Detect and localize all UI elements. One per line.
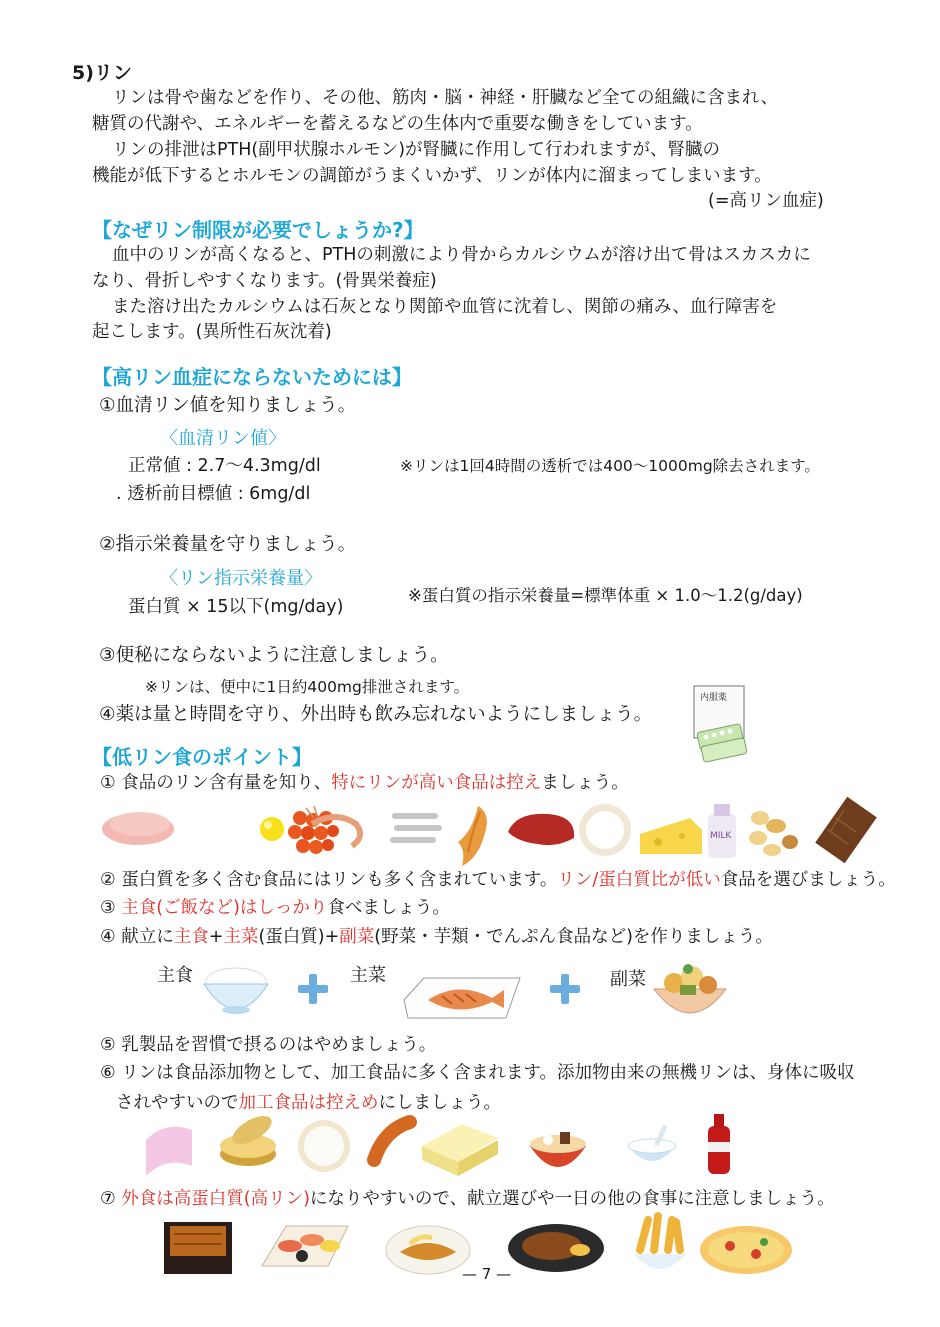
intro-line-3: リンの排泄はPTH(副甲状腺ホルモン)が腎臓に作用して行われますが、腎臓の bbox=[112, 140, 721, 160]
point-5: ⑤ 乳製品を習慣で摂るのはやめましょう。 bbox=[100, 1035, 437, 1055]
intro-line-2: 糖質の代謝や、エネルギーを蓄えるなどの生体内で重要な働きをしています。 bbox=[92, 114, 703, 134]
point-7-text-end: になりやすいので、献立選びや一日の他の食事に注意しましょう。 bbox=[309, 1189, 835, 1209]
serum-title: 〈血清リン値〉 bbox=[160, 428, 286, 449]
why-heading: 【なぜリン制限が必要でしょうか?】 bbox=[92, 218, 424, 242]
serum-normal: 正常値 : 2.7〜4.3mg/dl bbox=[128, 456, 321, 476]
point-6-line-1: ⑥ リンは食品添加物として、加工食品に多く含まれます。添加物由来の無機リンは、身体に吸収 bbox=[100, 1063, 855, 1083]
yogurt-icon bbox=[628, 1124, 676, 1161]
point-7-num: ⑦ bbox=[100, 1189, 122, 1209]
sliced-ham-icon bbox=[146, 1127, 192, 1176]
processed-cheese-icon bbox=[422, 1124, 498, 1176]
why-line-4: 起こします。(異所性石灰沈着) bbox=[92, 322, 332, 342]
canned-tuna-icon bbox=[220, 1110, 276, 1166]
prevent-item-4: ④薬は量と時間を守り、外出時も飲み忘れないようにしましょう。 bbox=[99, 704, 653, 725]
ham-icon bbox=[102, 812, 174, 845]
point-2-text-end: 食品を選びましょう。 bbox=[720, 870, 896, 890]
point-1-text-end: ましょう。 bbox=[541, 773, 629, 793]
rice-bowl-icon bbox=[200, 960, 272, 1020]
tempura-icon bbox=[634, 1216, 686, 1269]
prevent-item-3: ③便秘にならないように注意しましょう。 bbox=[99, 645, 449, 666]
dried-squid-icon bbox=[458, 806, 487, 866]
fish-cake-icon bbox=[579, 804, 631, 856]
point-4-staple: 主食 bbox=[173, 927, 209, 947]
egg-yolk-icon bbox=[260, 817, 284, 841]
why-line-3: また溶け出たカルシウムは石灰となり関節や血管に沈着し、関節の痛み、血行障害を bbox=[112, 297, 778, 317]
intro-line-1: リンは骨や歯などを作り、その他、筋肉・脳・神経・肝臓など全ての組織に含まれ、 bbox=[112, 88, 779, 108]
point-2 bbox=[100, 868, 896, 892]
chocolate-icon bbox=[815, 797, 877, 864]
point-6-text-end: にしましょう。 bbox=[378, 1093, 501, 1113]
nuts-icon bbox=[749, 811, 798, 856]
prevent-item-2: ②指示栄養量を守りましょう。 bbox=[99, 534, 357, 555]
point-4-text: ④ 献立に bbox=[100, 927, 174, 947]
point-4-side: 副菜 bbox=[339, 927, 375, 947]
intro-line-5: (=高リン血症) bbox=[708, 191, 824, 211]
tonkatsu-icon bbox=[386, 1226, 470, 1274]
menu-main-label: 主菜 bbox=[350, 965, 386, 986]
point-2-emphasis: リン/蛋白質比が低い bbox=[557, 870, 721, 890]
protein-limit: 蛋白質 × 15以下(mg/day) bbox=[128, 597, 344, 617]
plus-icon bbox=[296, 972, 330, 1006]
point-2-text: ② 蛋白質を多く含む食品にはリンも多く含まれています。 bbox=[100, 870, 558, 890]
point-4-text-end: (野菜・芋類・でんぷん食品など)を作りましょう。 bbox=[374, 927, 773, 947]
cheese-icon bbox=[640, 818, 702, 854]
plus-icon bbox=[548, 972, 582, 1006]
fish-paste-icon bbox=[298, 1120, 350, 1172]
point-4 bbox=[100, 925, 773, 949]
prevent-heading: 【高リン血症にならないためには】 bbox=[92, 365, 412, 389]
pizza-icon bbox=[700, 1226, 792, 1274]
page-number: — 7 — bbox=[462, 1265, 512, 1283]
milk-icon bbox=[708, 804, 736, 858]
point-1 bbox=[100, 771, 629, 795]
medicine-bag-icon bbox=[688, 684, 752, 764]
sausage-icon bbox=[374, 1122, 410, 1160]
point-6-emphasis: 加工食品は控えめ bbox=[238, 1093, 379, 1113]
point-6-text: されやすいので bbox=[116, 1093, 239, 1113]
menu-side-label: 副菜 bbox=[610, 969, 646, 990]
point-1-emphasis: 特にリンが高い食品は控え bbox=[331, 773, 542, 793]
high-phosphorus-foods bbox=[100, 796, 900, 866]
ramen-icon bbox=[530, 1132, 586, 1167]
menu-staple-label: 主食 bbox=[157, 965, 193, 986]
point-4-protein: (蛋白質)+ bbox=[258, 927, 340, 947]
milk-label: MILK bbox=[710, 831, 732, 841]
simmered-vegetables-icon bbox=[650, 955, 730, 1025]
point-3-text-end: 食べましょう。 bbox=[327, 898, 450, 918]
why-line-1: 血中のリンが高くなると、PTHの刺激により骨からカルシウムが溶け出て骨はスカスカに bbox=[112, 245, 811, 265]
point-3-num: ③ bbox=[100, 898, 122, 918]
intro-line-4: 機能が低下するとホルモンの調節がうまくいかず、リンが体内に溜まってしまいます。 bbox=[92, 166, 772, 186]
processed-foods bbox=[140, 1110, 760, 1180]
dried-fish-icon bbox=[393, 816, 439, 840]
cola-bottle-icon bbox=[708, 1114, 730, 1174]
eel-box-icon bbox=[164, 1222, 232, 1274]
point-3 bbox=[100, 896, 450, 920]
intake-title: 〈リン指示栄養量〉 bbox=[160, 568, 322, 589]
stool-note: ※リンは、便中に1日約400mg排泄されます。 bbox=[145, 678, 470, 696]
medicine-bag-label: 内服薬 bbox=[700, 693, 728, 703]
sushi-icon bbox=[262, 1226, 348, 1266]
liver-icon bbox=[508, 814, 574, 845]
dialysis-note: ※リンは1回4時間の透析では400〜1000mg除去されます。 bbox=[400, 457, 820, 475]
low-phos-heading: 【低リン食のポイント】 bbox=[92, 745, 312, 769]
point-7-emphasis: 外食は高蛋白質(高リン) bbox=[121, 1189, 310, 1209]
point-7 bbox=[100, 1187, 835, 1211]
protein-note: ※蛋白質の指示栄養量=標準体重 × 1.0〜1.2(g/day) bbox=[408, 586, 803, 605]
section-title: 5)リン bbox=[72, 62, 132, 84]
serum-target: . 透析前目標値 : 6mg/dl bbox=[116, 484, 311, 504]
point-4-plus: + bbox=[208, 927, 224, 947]
hamburg-steak-icon bbox=[508, 1224, 604, 1272]
point-3-emphasis: 主食(ご飯など)はしっかり bbox=[121, 898, 328, 918]
why-line-2: なり、骨折しやすくなります。(骨異栄養症) bbox=[92, 271, 437, 291]
point-1-text: ① 食品のリン含有量を知り、 bbox=[100, 773, 332, 793]
prevent-item-1: ①血清リン値を知りましょう。 bbox=[99, 395, 357, 416]
point-4-main: 主菜 bbox=[223, 927, 259, 947]
grilled-fish-icon bbox=[398, 970, 528, 1026]
